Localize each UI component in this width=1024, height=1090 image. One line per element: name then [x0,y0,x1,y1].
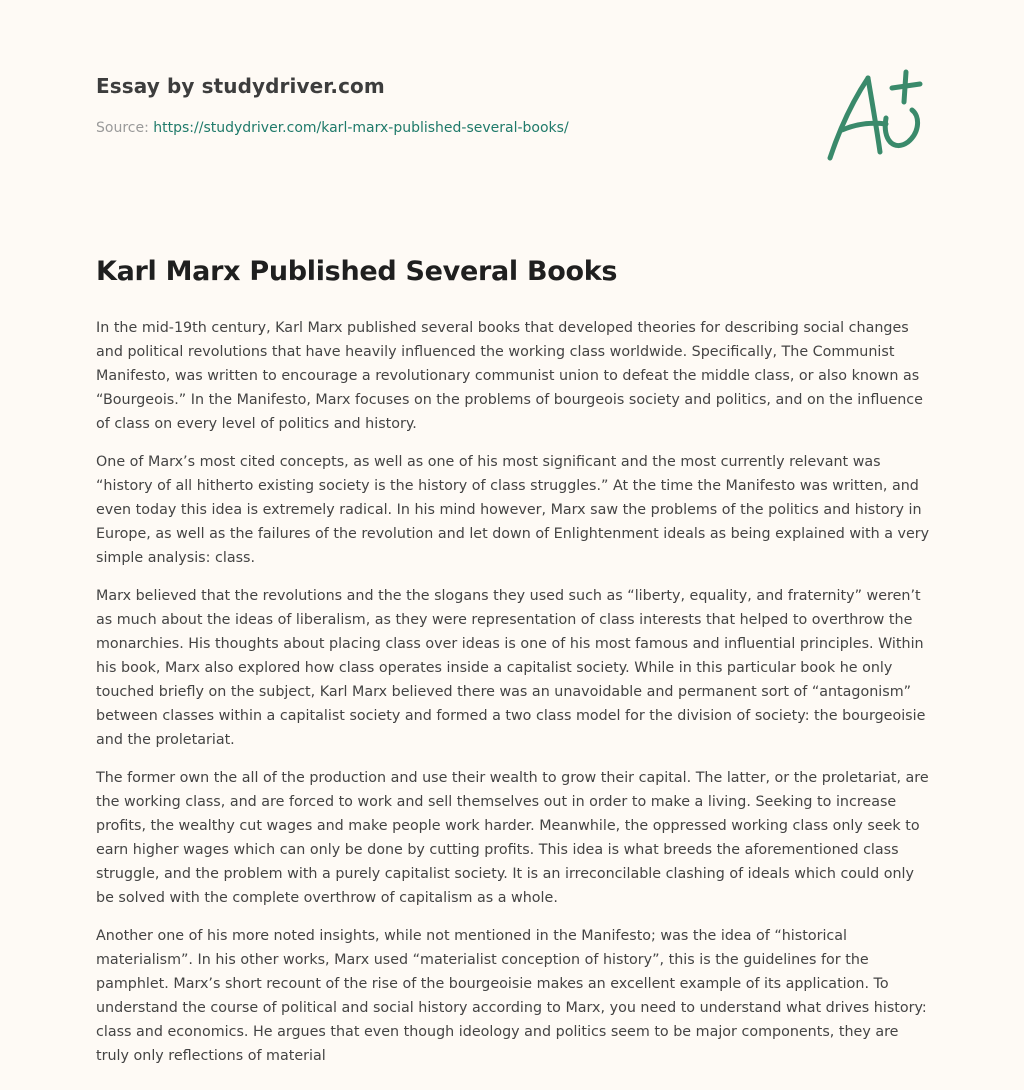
essay-header [96,74,796,136]
article-title: Karl Marx Published Several Books [96,256,618,287]
source-line [96,120,796,136]
paragraph-2: One of Marx’s most cited concepts, as well as one of his most significant and the most currently relevant was “history of all hitherto existing society is the history of class struggles.” At the time the Manifesto was written, and even today this idea is extremely radical. In his mind however, Marx saw the problems of the politics and history in Europe, as well as the failures of the revolution and let down of Enlightenment ideals as being explained with a very simple analysis: class. [96,454,930,566]
source-link[interactable]: https://studydriver.com/karl-marx-published-several-books/ [153,120,569,136]
brand-title: Essay by studydriver.com [96,74,385,98]
article-body [96,316,932,1082]
paragraph-3: Marx believed that the revolutions and the the slogans they used such as “liberty, equality, and fraternity” weren’t as much about the ideas of liberalism, as they were representation of class interests that helped to overthrow the monarchies. His thoughts about placing class over ideas is one of his most famous and influential principles. Within his book, Marx also explored how class operates inside a capitalist society. While in this particular book he only touched briefly on the subject, Karl Marx believed there was an unavoidable and permanent sort of “antagonism” between classes within a capitalist society and formed a two class model for the division of society: the bourgeoisie and the proletariat. [96,588,926,748]
paragraph-1: In the mid-19th century, Karl Marx published several books that developed theories for describing social changes and political revolutions that have heavily influenced the working class worldwide. Specifically, The Communist Manifesto, was written to encourage a revolutionary communist union to defeat the middle class, or also known as “Bourgeois.” In the Manifesto, Marx focuses on the problems of bourgeois society and politics, and on the influence of class on every level of politics and history. [96,320,923,432]
paragraph-4: The former own the all of the production and use their wealth to grow their capital. The latter, or the proletariat, are the working class, and are forced to work and sell themselves out in order to make a living. Seeking to increase profits, the wealthy cut wages and make people work harder. Meanwhile, the oppressed working class only seek to earn higher wages which can only be done by cutting profits. This idea is what breeds the aforementioned class struggle, and the problem with a purely capitalist society. It is an irreconcilable clashing of ideals which could only be solved with the complete overthrow of capitalism as a whole. [96,770,929,906]
source-label: Source: [96,120,154,136]
a-plus-grade-logo-icon [820,66,930,166]
paragraph-5: Another one of his more noted insights, while not mentioned in the Manifesto; was the idea of “historical materialism”. In his other works, Marx used “materialist conception of history”, this is the guidelines for the pamphlet. Marx’s short recount of the rise of the bourgeoisie makes an excellent example of its application. To understand the course of political and social history according to Marx, you need to understand what drives history: class and economics. He argues that even though ideology and politics seem to be major components, they are truly only reflections of material [96,928,927,1064]
